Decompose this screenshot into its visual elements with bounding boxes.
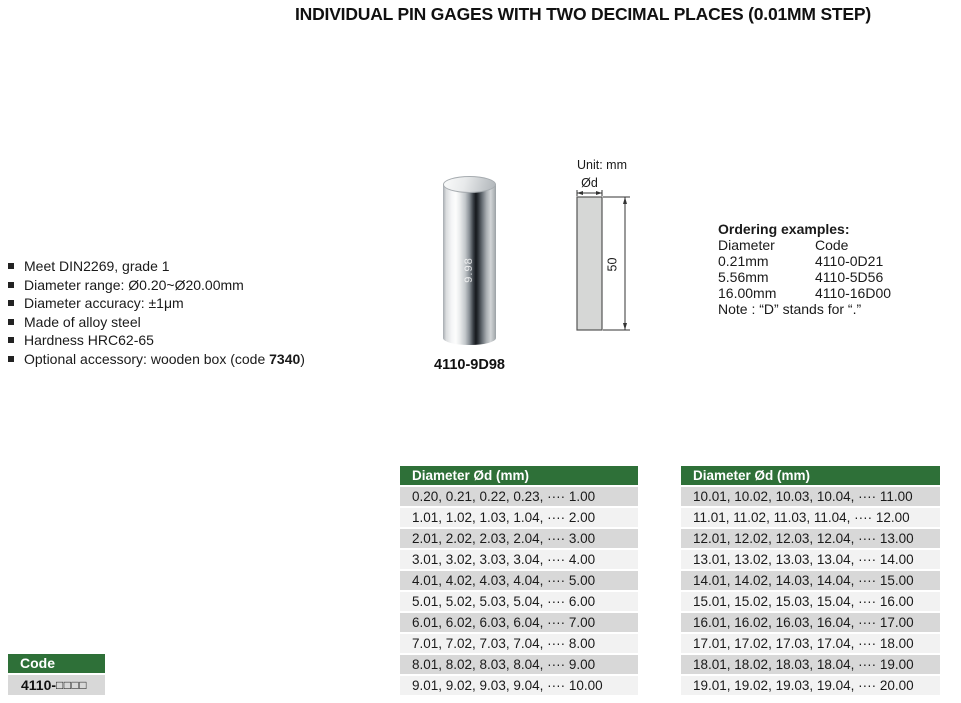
table-header: Diameter Ød (mm) [400,466,638,487]
feature-text: Diameter accuracy: ±1μm [24,295,184,311]
table-row: 16.01, 16.02, 16.03, 16.04, ···· 17.00 [681,613,940,634]
table-row: 3.01, 3.02, 3.03, 3.04, ···· 4.00 [400,550,638,571]
ordering-column-headers [718,237,891,253]
ordering-heading: Ordering examples: [718,221,850,237]
table-body [400,487,638,697]
diameter-table-right [681,466,940,697]
ordering-row [718,269,891,285]
ordering-examples [718,221,891,317]
table-row: 17.01, 17.02, 17.03, 17.04, ···· 18.00 [681,634,940,655]
feature-text: Diameter range: Ø0.20~Ø20.00mm [24,276,244,293]
pin-top-face [443,176,496,193]
table-row: 7.01, 7.02, 7.03, 7.04, ···· 8.00 [400,634,638,655]
figure-caption: 4110-9D98 [434,357,505,373]
feature-item [8,296,305,310]
table-row: 1.01, 1.02, 1.03, 1.04, ···· 2.00 [400,508,638,529]
diameter-table-left [400,466,638,697]
ordering-col-code: Code [815,237,849,253]
ordering-diameter: 0.21mm [718,253,769,269]
unit-label: Unit: mm [577,158,627,172]
bullet-square-icon [8,319,14,325]
diameter-dimension-label: Ød [581,176,598,190]
table-row: 5.01, 5.02, 5.03, 5.04, ···· 6.00 [400,592,638,613]
code-box-value [8,675,105,695]
bullet-square-icon [8,282,14,288]
table-row: 10.01, 10.02, 10.03, 10.04, ···· 11.00 [681,487,940,508]
table-row: 4.01, 4.02, 4.03, 4.04, ···· 5.00 [400,571,638,592]
ordering-col-diameter: Diameter [718,237,775,253]
table-body [681,487,940,697]
feature-item [8,315,305,329]
pin-gage-photo [443,176,496,346]
table-row: 8.01, 8.02, 8.03, 8.04, ···· 9.00 [400,655,638,676]
bullet-square-icon [8,337,14,343]
ordering-rows [718,253,891,301]
ordering-code: 4110-16D00 [815,285,892,301]
feature-item [8,333,305,347]
ordering-diameter: 5.56mm [718,269,769,285]
bullet-square-icon [8,263,14,269]
feature-text: Meet DIN2269, grade 1 [24,258,170,274]
table-header: Diameter Ød (mm) [681,466,940,487]
feature-item [8,352,305,366]
table-row: 13.01, 13.02, 13.03, 13.04, ···· 14.00 [681,550,940,571]
code-box [8,654,105,695]
table-row: 18.01, 18.02, 18.03, 18.04, ···· 19.00 [681,655,940,676]
code-placeholder-squares: □□□□ [56,678,88,692]
feature-item [8,259,305,273]
code-box-header: Code [8,654,105,675]
table-row: 2.01, 2.02, 2.03, 2.04, ···· 3.00 [400,529,638,550]
table-row: 0.20, 0.21, 0.22, 0.23, ···· 1.00 [400,487,638,508]
table-row: 12.01, 12.02, 12.03, 12.04, ···· 13.00 [681,529,940,550]
table-row: 9.01, 9.02, 9.03, 9.04, ···· 10.00 [400,676,638,697]
feature-text: Optional accessory: wooden box (code 7340) [24,350,305,367]
code-prefix: 4110- [21,677,57,693]
length-dimension-label: 50 [605,257,620,272]
table-row: 19.01, 19.02, 19.03, 19.04, ···· 20.00 [681,676,940,697]
ordering-code: 4110-0D21 [815,253,884,269]
ordering-row [718,285,891,301]
pin-engraved-size: 9.98 [463,257,475,283]
page-title: INDIVIDUAL PIN GAGES WITH TWO DECIMAL PLACES (0.01MM STEP) [295,4,871,24]
feature-list [8,259,305,370]
ordering-diameter: 16.00mm [718,285,777,301]
ordering-row [718,253,891,269]
feature-text: Made of alloy steel [24,313,141,330]
table-row: 14.01, 14.02, 14.03, 14.04, ···· 15.00 [681,571,940,592]
table-row: 6.01, 6.02, 6.03, 6.04, ···· 7.00 [400,613,638,634]
ordering-note: Note : “D” stands for “.” [718,301,862,317]
ordering-code: 4110-5D56 [815,269,884,285]
bullet-square-icon [8,300,14,306]
table-row: 11.01, 11.02, 11.03, 11.04, ···· 12.00 [681,508,940,529]
feature-text: Hardness HRC62-65 [24,332,154,348]
table-row: 15.01, 15.02, 15.03, 15.04, ···· 16.00 [681,592,940,613]
bullet-square-icon [8,356,14,362]
feature-item [8,278,305,292]
